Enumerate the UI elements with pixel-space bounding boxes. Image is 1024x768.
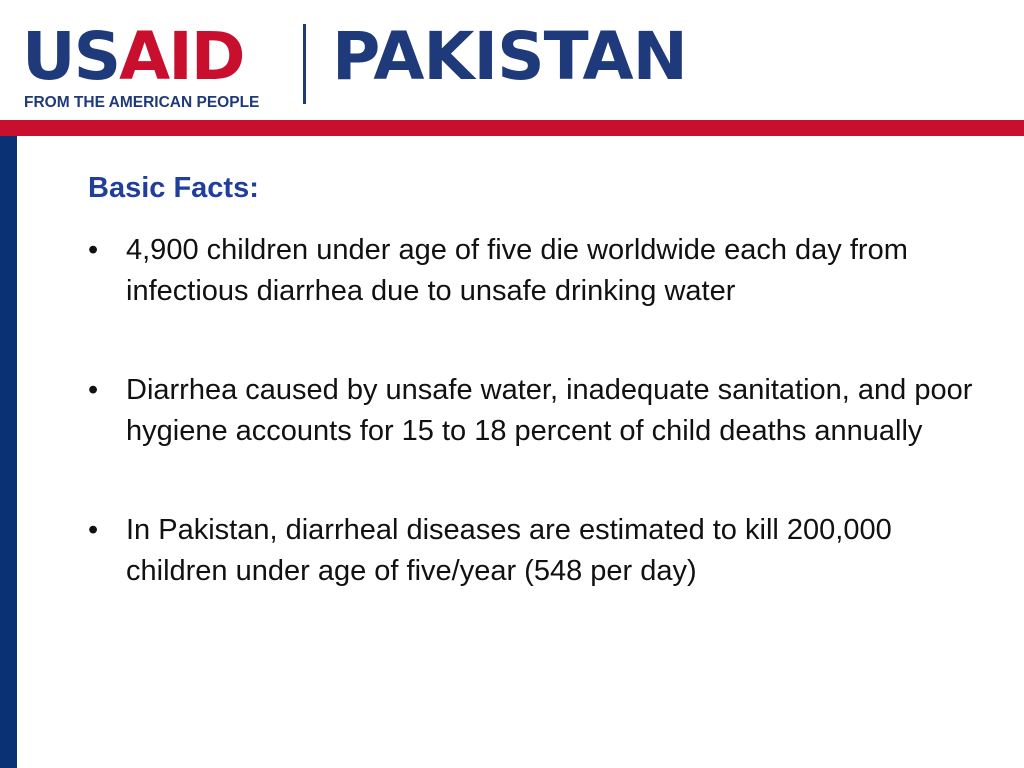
country-name: PAKISTAN <box>332 18 687 95</box>
slide-content <box>88 168 988 592</box>
facts-list <box>88 230 988 592</box>
fact-text: In Pakistan, diarrheal diseases are estimated to kill 200,000 children under age of five/year (548 per day) <box>126 514 892 587</box>
header <box>0 0 1024 120</box>
fact-item <box>88 230 988 312</box>
logo-tagline: FROM THE AMERICAN PEOPLE <box>24 94 260 111</box>
fact-item <box>88 370 988 452</box>
bullet-icon: • <box>88 514 99 546</box>
left-accent-bar <box>0 136 17 768</box>
logo-aid: AID <box>119 18 244 95</box>
logo-us: US <box>22 18 120 95</box>
slide-title: Basic Facts: <box>88 172 259 204</box>
usaid-wordmark <box>22 18 244 95</box>
bullet-icon: • <box>88 234 99 266</box>
fact-text: Diarrhea caused by unsafe water, inadequate sanitation, and poor hygiene accounts for 15 to 18 percent of child deaths annually <box>126 374 973 447</box>
fact-item <box>88 510 988 592</box>
header-red-bar <box>0 120 1024 136</box>
bullet-icon: • <box>88 374 99 406</box>
logo-divider <box>303 24 306 104</box>
fact-text: 4,900 children under age of five die worldwide each day from infectious diarrhea due to unsafe drinking water <box>126 234 908 307</box>
